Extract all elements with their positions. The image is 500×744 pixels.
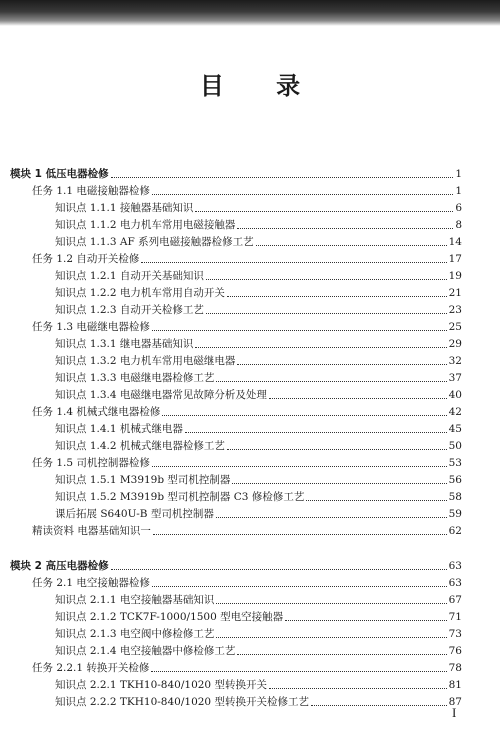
toc-entry-title: 任务 1.3 电磁继电器检修 <box>32 321 150 333</box>
toc-entry-page: 25 <box>448 321 462 333</box>
toc-entry-title: 课后拓展 S640U-B 型司机控制器 <box>55 508 214 520</box>
toc-point-entry <box>55 626 462 642</box>
toc-entry-page: 71 <box>448 611 462 623</box>
toc-entry-title: 知识点 1.1.3 AF 系列电磁接触器检修工艺 <box>55 236 254 248</box>
toc-entry-title: 知识点 1.3.3 电磁继电器检修工艺 <box>55 372 215 384</box>
toc-entry-title: 知识点 1.1.2 电力机车常用电磁接触器 <box>55 219 236 231</box>
toc-entry-title: 知识点 1.2.2 电力机车常用自动开关 <box>55 287 225 299</box>
dot-leader <box>111 558 447 570</box>
dot-leader <box>311 694 447 706</box>
dot-leader <box>269 387 447 399</box>
dot-leader <box>152 455 447 467</box>
toc-entry-title: 模块 2 高压电器检修 <box>10 560 109 572</box>
toc-point-entry <box>55 694 462 710</box>
toc-point-entry <box>55 336 462 352</box>
dot-leader <box>111 166 454 178</box>
toc-entry-page: 37 <box>448 372 462 384</box>
toc-point-entry <box>55 268 462 284</box>
toc-point-entry <box>55 421 462 437</box>
toc-entry-title: 任务 2.1 电空接触器检修 <box>32 577 150 589</box>
toc-point-entry <box>55 609 462 625</box>
toc-entry-page: 29 <box>448 338 462 350</box>
dot-leader <box>237 643 446 655</box>
dot-leader <box>216 626 446 638</box>
toc-point-entry <box>55 643 462 659</box>
toc-point-entry <box>55 353 462 369</box>
toc-entry-page: 87 <box>448 696 462 708</box>
toc-entry-title: 知识点 2.2.1 TKH10-840/1020 型转换开关 <box>55 679 267 691</box>
toc-point-entry <box>55 592 462 608</box>
toc-point-entry <box>55 438 462 454</box>
toc-task-entry <box>32 575 462 591</box>
toc-entry-title: 知识点 1.4.1 机械式继电器 <box>55 423 183 435</box>
toc-entry-page: 78 <box>448 662 462 674</box>
toc-point-entry <box>55 677 462 693</box>
toc-entry-title: 知识点 1.1.1 接触器基础知识 <box>55 202 194 214</box>
toc-entry-page: 62 <box>448 525 462 537</box>
toc-entry-title: 知识点 1.5.1 M3919b 型司机控制器 <box>55 474 231 486</box>
toc-entry-page: 23 <box>448 304 462 316</box>
dot-leader <box>285 609 446 621</box>
toc-entry-title: 任务 2.2.1 转换开关检修 <box>32 662 150 674</box>
dot-leader <box>195 336 446 348</box>
toc-entry-page: 42 <box>448 406 462 418</box>
toc-point-entry <box>55 234 462 250</box>
dot-leader <box>153 523 447 535</box>
toc-entry-title: 知识点 1.5.2 M3919b 型司机控制器 C3 修检修工艺 <box>55 491 305 503</box>
dot-leader <box>256 234 447 246</box>
dot-leader <box>227 285 447 297</box>
toc-entry-page: 8 <box>455 219 462 231</box>
dot-leader <box>232 472 446 484</box>
toc-entry-title: 知识点 2.1.3 电空阀中修检修工艺 <box>55 628 215 640</box>
dot-leader <box>216 592 446 604</box>
toc-entry-page: 63 <box>448 560 462 572</box>
toc-point-entry <box>55 302 462 318</box>
toc-entry-page: 40 <box>448 389 462 401</box>
dot-leader <box>216 506 447 518</box>
page-title: 目 录 <box>199 72 323 100</box>
toc-point-entry <box>55 489 462 505</box>
toc-entry-title: 知识点 1.4.2 机械式继电器检修工艺 <box>55 440 225 452</box>
toc-entry-title: 知识点 1.3.2 电力机车常用电磁继电器 <box>55 355 236 367</box>
toc-entry-title: 知识点 2.1.1 电空接触器基础知识 <box>55 594 215 606</box>
toc-entry-page: 53 <box>448 457 462 469</box>
dot-leader <box>306 489 446 501</box>
toc-entry-page: 32 <box>448 355 462 367</box>
toc-entry-page: 6 <box>455 202 462 214</box>
toc-task-entry <box>32 455 462 471</box>
toc-point-entry <box>55 200 462 216</box>
dot-leader <box>162 404 446 416</box>
toc-entry-page: 81 <box>448 679 462 691</box>
toc-entry-page: 58 <box>448 491 462 503</box>
toc-entry-title: 知识点 1.3.1 继电器基础知识 <box>55 338 194 350</box>
dot-leader <box>237 217 453 229</box>
toc-task-entry <box>32 319 462 335</box>
toc-entry-page: 14 <box>448 236 462 248</box>
toc-point-entry <box>55 387 462 403</box>
dot-leader <box>195 200 453 212</box>
toc-entry-title: 知识点 2.1.2 TCK7F-1000/1500 型电空接触器 <box>55 611 284 623</box>
toc-entry-title: 任务 1.5 司机控制器检修 <box>32 457 150 469</box>
toc-entry-page: 50 <box>448 440 462 452</box>
page-number: I <box>452 705 457 720</box>
toc-task-entry <box>32 660 462 676</box>
toc-entry-title: 任务 1.4 机械式继电器检修 <box>32 406 161 418</box>
toc-entry-page: 17 <box>448 253 462 265</box>
toc-entry-page: 76 <box>448 645 462 657</box>
toc-entry-page: 59 <box>448 508 462 520</box>
toc-module-entry <box>10 558 462 574</box>
toc-task-entry <box>32 251 462 267</box>
toc-task-entry <box>32 404 462 420</box>
toc-point-entry <box>55 217 462 233</box>
toc-module-entry <box>10 166 462 182</box>
toc-entry-page: 19 <box>448 270 462 282</box>
dot-leader <box>206 268 447 280</box>
toc-entry-title: 模块 1 低压电器检修 <box>10 168 109 180</box>
toc-point-entry <box>55 370 462 386</box>
toc-entry-page: 73 <box>448 628 462 640</box>
dot-leader <box>216 370 446 382</box>
toc-entry-title: 任务 1.1 电磁接触器检修 <box>32 185 150 197</box>
toc-entry-title: 任务 1.2 自动开关检修 <box>32 253 140 265</box>
toc-entry-title: 知识点 1.2.1 自动开关基础知识 <box>55 270 204 282</box>
toc-entry-page: 1 <box>455 168 462 180</box>
toc-point-entry <box>55 285 462 301</box>
scan-top-bar <box>0 0 500 26</box>
dot-leader <box>152 575 447 587</box>
dot-leader <box>141 251 446 263</box>
toc-entry-page: 63 <box>448 577 462 589</box>
toc-entry-title: 知识点 1.3.4 电磁继电器常见故障分析及处理 <box>55 389 267 401</box>
toc-entry-page: 45 <box>448 423 462 435</box>
dot-leader <box>227 438 447 450</box>
toc-entry-page: 1 <box>455 185 462 197</box>
dot-leader <box>185 421 447 433</box>
dot-leader <box>237 353 446 365</box>
dot-leader <box>206 302 447 314</box>
toc-point-entry <box>55 472 462 488</box>
toc-task-entry <box>32 183 462 199</box>
toc-entry-title: 知识点 1.2.3 自动开关检修工艺 <box>55 304 204 316</box>
toc-entry-title: 精读资料 电器基础知识一 <box>32 525 151 537</box>
toc-entry-page: 21 <box>448 287 462 299</box>
dot-leader <box>151 660 446 672</box>
dot-leader <box>152 319 447 331</box>
toc-task-entry <box>32 523 462 539</box>
toc-point-entry <box>55 506 462 522</box>
toc-entry-title: 知识点 2.2.2 TKH10-840/1020 型转换开关检修工艺 <box>55 696 309 708</box>
toc-entry-title: 知识点 2.1.4 电空接触器中修检修工艺 <box>55 645 236 657</box>
toc-entry-page: 67 <box>448 594 462 606</box>
toc-entry-page: 56 <box>448 474 462 486</box>
dot-leader <box>269 677 447 689</box>
dot-leader <box>152 183 453 195</box>
